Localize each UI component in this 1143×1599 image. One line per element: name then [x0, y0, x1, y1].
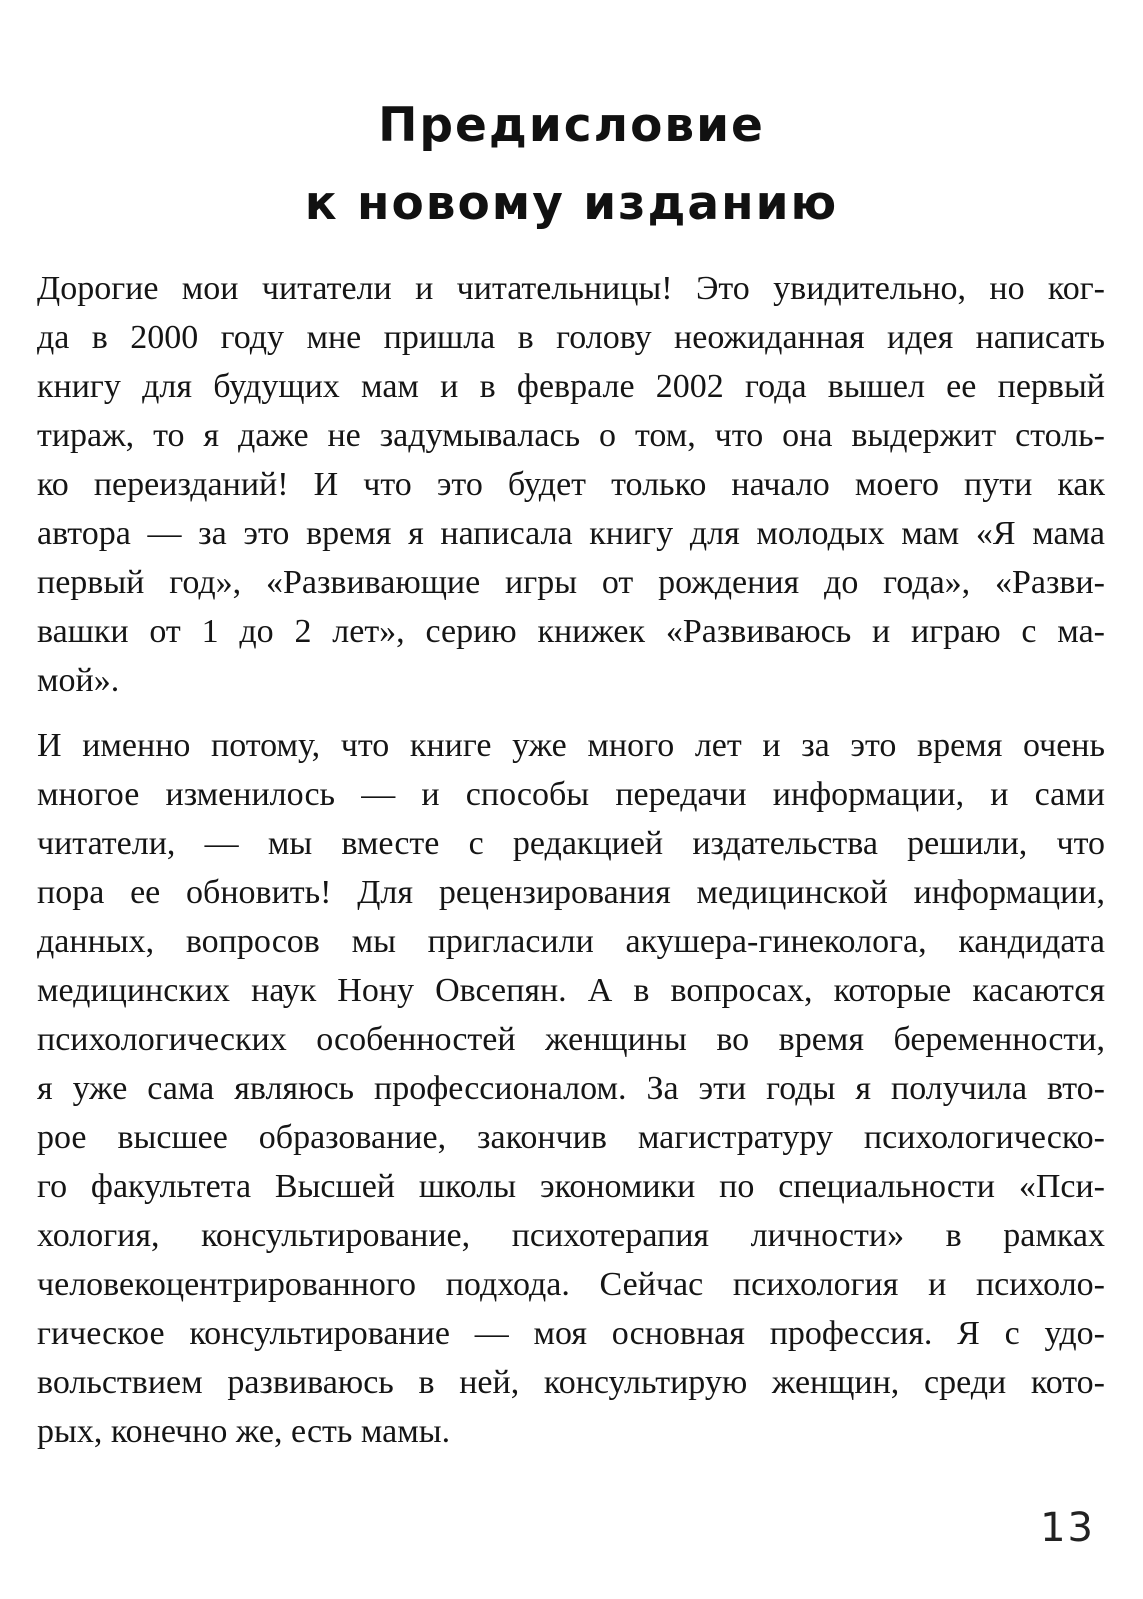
text-line: гическое консультирование — моя основная профессия. Я с удо-: [37, 1315, 1105, 1352]
paragraph-2: [37, 721, 1105, 1456]
text-line: книгу для будущих мам и в феврале 2002 года вышел ее первый: [37, 368, 1105, 405]
text-line: первый год», «Развивающие игры от рождения до года», «Разви-: [37, 564, 1105, 601]
text-line: рое высшее образование, закончив магистратуру психологическо-: [37, 1119, 1105, 1156]
text-line: да в 2000 году мне пришла в голову неожиданная идея написать: [37, 319, 1105, 356]
paragraph-1: [37, 264, 1105, 705]
text-line: многое изменилось — и способы передачи информации, и сами: [37, 776, 1105, 813]
text-line: вольствием развиваюсь в ней, консультирую женщин, среди кото-: [37, 1364, 1105, 1401]
text-line: читатели, — мы вместе с редакцией издательства решили, что: [37, 825, 1105, 862]
text-line: ко переизданий! И что это будет только начало моего пути как: [37, 466, 1105, 503]
body-text: [37, 264, 1105, 1456]
text-line: автора — за это время я написала книгу для молодых мам «Я мама: [37, 515, 1105, 552]
text-line: пора ее обновить! Для рецензирования медицинской информации,: [37, 874, 1105, 911]
text-line: Дорогие мои читатели и читательницы! Это увидительно, но ког-: [37, 270, 1105, 307]
text-line: мой».: [37, 662, 120, 699]
text-line: вашки от 1 до 2 лет», серию книжек «Развиваюсь и играю с ма-: [37, 613, 1105, 650]
text-line: И именно потому, что книге уже много лет и за это время очень: [37, 727, 1105, 764]
text-line: го факультета Высшей школы экономики по специальности «Пси-: [37, 1168, 1105, 1205]
text-line: рых, конечно же, есть мамы.: [37, 1413, 451, 1450]
text-line: я уже сама являюсь профессионалом. За эти годы я получила вто-: [37, 1070, 1105, 1107]
chapter-title-line-1: Предисловие: [378, 98, 765, 154]
chapter-title: [0, 87, 1143, 243]
text-line: человекоцентрированного подхода. Сейчас психология и психоло-: [37, 1266, 1105, 1303]
text-line: медицинских наук Нону Овсепян. А в вопросах, которые касаются: [37, 972, 1105, 1009]
text-line: хология, консультирование, психотерапия личности» в рамках: [37, 1217, 1105, 1254]
text-line: тираж, то я даже не задумывалась о том, что она выдержит столь-: [37, 417, 1105, 454]
page-number: 13: [1040, 1505, 1095, 1551]
chapter-title-line-2: к новому изданию: [304, 176, 839, 232]
text-line: данных, вопросов мы пригласили акушера-гинеколога, кандидата: [37, 923, 1105, 960]
text-line: психологических особенностей женщины во время беременности,: [37, 1021, 1105, 1058]
